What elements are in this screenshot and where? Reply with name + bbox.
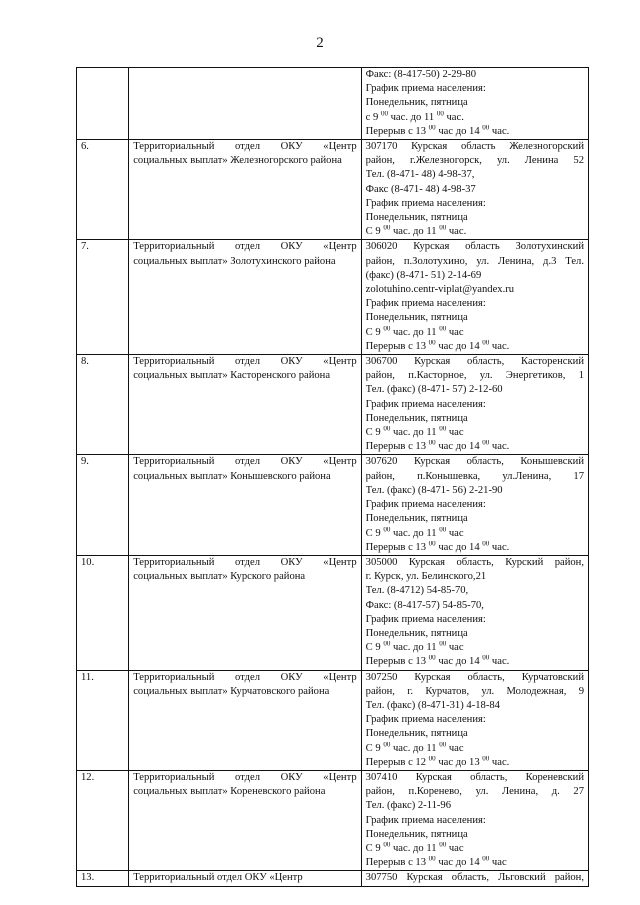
time-text: час. до 11 <box>390 427 440 439</box>
office-contacts <box>361 871 588 886</box>
contact-line: График приема населения: <box>365 814 486 826</box>
time-superscript: 00 <box>439 641 447 648</box>
time-text: час. <box>489 541 510 553</box>
time-text: час <box>446 742 464 754</box>
contact-line <box>366 125 584 139</box>
table-row <box>77 68 589 140</box>
contact-line: район, п.Коренево, ул. Ленина, д. 27 <box>365 786 584 798</box>
time-text: Перерыв с 13 <box>365 857 429 869</box>
row-number <box>77 68 129 140</box>
contact-line: Тел. (факс) (8-471-31) 4-18-84 <box>365 699 500 711</box>
office-name: Территориальный отдел ОКУ «Центр социальных выплат» Курского района <box>129 555 361 670</box>
time-text: час. до 11 <box>387 111 437 123</box>
time-text: Перерыв с 13 <box>365 541 429 553</box>
contact-line: 307620 Курская область, Конышевский <box>365 456 584 468</box>
time-text: час <box>446 527 464 539</box>
table-row <box>77 871 589 886</box>
time-superscript: 00 <box>439 841 447 849</box>
time-text: час до 14 <box>435 656 483 668</box>
time-text: Перерыв с 13 <box>365 656 429 668</box>
contact-line: График приема населения: <box>365 83 486 95</box>
time-superscript: 00 <box>482 540 490 548</box>
office-name: Территориальный отдел ОКУ «Центр социальных выплат» Железногорского района <box>129 140 361 240</box>
table-row <box>77 455 589 555</box>
office-contacts <box>361 68 588 140</box>
time-superscript: 00 <box>428 655 436 662</box>
time-superscript: 00 <box>482 856 490 863</box>
row-number: 10. <box>77 555 129 670</box>
contact-line: Тел. (8-4712) 54-85-70, <box>365 585 469 597</box>
time-superscript: 00 <box>383 741 391 749</box>
contact-line: Факс (8-471- 48) 4-98-37 <box>365 183 476 195</box>
row-number: 11. <box>77 670 129 770</box>
table-row <box>77 770 589 870</box>
time-text: час <box>446 642 464 654</box>
time-superscript: 00 <box>482 339 490 347</box>
time-superscript: 00 <box>439 741 447 749</box>
contact-line: район, п.Касторное, ул. Энергетиков, 1 <box>365 370 584 382</box>
time-superscript: 00 <box>383 841 391 849</box>
time-text: час. до 11 <box>390 642 440 654</box>
contact-line <box>366 326 584 340</box>
time-text: час <box>446 842 464 854</box>
time-superscript: 00 <box>482 440 490 447</box>
contact-line: График приема населения: <box>365 613 486 625</box>
row-number: 9. <box>77 455 129 555</box>
office-name: Территориальный отдел ОКУ «Центр <box>129 871 361 886</box>
office-contacts <box>361 670 588 770</box>
offices-table-body <box>77 68 589 887</box>
table-row <box>77 355 589 455</box>
contact-line <box>366 856 584 870</box>
time-text: Перерыв с 12 <box>365 756 429 768</box>
contact-line: Тел. (факс) (8-471- 56) 2-21-90 <box>365 484 503 496</box>
contact-line: Понедельник, пятница <box>365 513 468 525</box>
time-superscript: 00 <box>380 110 388 118</box>
time-text: час. <box>489 340 510 352</box>
contact-line <box>366 842 584 856</box>
time-text: Перерыв с 13 <box>365 441 429 453</box>
offices-table <box>76 67 589 887</box>
time-superscript: 00 <box>383 526 391 533</box>
time-text: час <box>446 326 464 338</box>
time-text: час. <box>489 656 510 668</box>
contact-line <box>366 756 584 770</box>
row-number: 13. <box>77 871 129 886</box>
contact-line <box>366 426 584 440</box>
time-text: С 9 <box>365 527 384 539</box>
office-contacts <box>361 455 588 555</box>
contact-line: 306700 Курская область, Касторенский <box>365 356 584 368</box>
time-text: час <box>489 857 507 869</box>
time-text: час. <box>489 125 510 137</box>
contact-line <box>366 742 584 756</box>
time-text: С 9 <box>365 326 384 338</box>
time-text: С 9 <box>365 427 384 439</box>
time-superscript: 00 <box>439 325 447 333</box>
time-superscript: 00 <box>383 325 391 333</box>
time-text: час до 14 <box>435 441 483 453</box>
office-contacts <box>361 355 588 455</box>
time-text: час. <box>489 756 510 768</box>
time-superscript: 00 <box>428 339 436 347</box>
time-text: час до 14 <box>435 125 483 137</box>
time-text: С 9 <box>365 742 384 754</box>
contact-line: Понедельник, пятница <box>365 828 468 840</box>
contact-line: (факс) (8-471- 51) 2-14-69 <box>365 269 482 281</box>
time-text: С 9 <box>365 226 384 238</box>
contact-line: 305000 Курская область, Курский район, <box>365 556 584 568</box>
time-superscript: 00 <box>482 755 490 763</box>
time-superscript: 00 <box>439 526 447 533</box>
time-text: час до 13 <box>435 756 483 768</box>
contact-line: 307250 Курская область, Курчатовский <box>365 671 584 683</box>
contact-line <box>366 111 584 125</box>
contact-line: График приема населения: <box>365 298 486 310</box>
time-superscript: 00 <box>439 426 447 433</box>
office-contacts <box>361 555 588 670</box>
time-text: С 9 <box>365 842 384 854</box>
time-text: час до 14 <box>435 857 483 869</box>
contact-line: Тел. (факс) 2-11-96 <box>365 800 452 812</box>
time-text: час. до 11 <box>390 742 440 754</box>
contact-line: График приема населения: <box>365 398 486 410</box>
time-text: час. <box>446 226 467 238</box>
time-text: час до 14 <box>435 541 483 553</box>
office-name: Территориальный отдел ОКУ «Центр социальных выплат» Конышевского района <box>129 455 361 555</box>
time-superscript: 00 <box>439 225 447 232</box>
row-number: 7. <box>77 240 129 355</box>
office-name: Территориальный отдел ОКУ «Центр социальных выплат» Касторенского района <box>129 355 361 455</box>
row-number: 12. <box>77 770 129 870</box>
table-row <box>77 240 589 355</box>
row-number: 6. <box>77 140 129 240</box>
time-text: час. <box>443 111 464 123</box>
office-contacts <box>361 140 588 240</box>
time-superscript: 00 <box>482 655 490 662</box>
time-superscript: 00 <box>482 124 490 132</box>
time-superscript: 00 <box>428 856 436 863</box>
contact-line <box>366 641 584 655</box>
contact-line: 307410 Курская область, Кореневский <box>365 771 584 783</box>
page-number: 2 <box>316 35 324 51</box>
contact-line: 306020 Курская область Золотухинский <box>365 241 584 253</box>
time-superscript: 00 <box>383 225 391 232</box>
time-text: с 9 <box>365 111 381 123</box>
office-name: Территориальный отдел ОКУ «Центр социальных выплат» Кореневского района <box>129 770 361 870</box>
contact-line: График приема населения: <box>365 714 486 726</box>
office-contacts <box>361 240 588 355</box>
table-row <box>77 140 589 240</box>
contact-line: г. Курск, ул. Белинского,21 <box>365 571 487 583</box>
time-text: час до 14 <box>435 340 483 352</box>
table-row <box>77 555 589 670</box>
office-name: Территориальный отдел ОКУ «Центр социальных выплат» Золотухинского района <box>129 240 361 355</box>
time-superscript: 00 <box>428 755 436 763</box>
contact-line: район, г.Железногорск, ул. Ленина 52 <box>365 155 584 167</box>
contact-line <box>366 440 584 454</box>
contact-line: Факс: (8-417-57) 54-85-70, <box>365 599 484 611</box>
contact-line: Понедельник, пятница <box>365 212 468 224</box>
table-row <box>77 670 589 770</box>
time-text: час <box>446 427 464 439</box>
contact-line <box>366 527 584 541</box>
contact-line: Понедельник, пятница <box>365 627 468 639</box>
contact-line: Понедельник, пятница <box>365 97 468 109</box>
time-superscript: 00 <box>428 540 436 548</box>
contact-line: Тел. (8-471- 48) 4-98-37, <box>365 169 475 181</box>
contact-line <box>366 340 584 354</box>
time-text: час. до 11 <box>390 527 440 539</box>
time-text: час. до 11 <box>390 226 440 238</box>
row-number: 8. <box>77 355 129 455</box>
time-text: час. до 11 <box>390 842 440 854</box>
time-superscript: 00 <box>428 440 436 447</box>
time-superscript: 00 <box>428 124 436 132</box>
contact-line <box>366 541 584 555</box>
contact-line: zolotuhino.centr-viplat@yandex.ru <box>365 284 515 296</box>
office-contacts <box>361 770 588 870</box>
contact-line <box>366 225 584 239</box>
time-text: Перерыв с 13 <box>365 125 429 137</box>
time-text: час. до 11 <box>390 326 440 338</box>
contact-line: Тел. (факс) (8-471- 57) 2-12-60 <box>365 384 503 396</box>
time-text: час. <box>489 441 510 453</box>
office-name <box>129 68 361 140</box>
contact-line: Факс: (8-417-50) 2-29-80 <box>365 69 476 80</box>
time-superscript: 00 <box>383 641 391 648</box>
contact-line: График приема населения: <box>365 197 486 209</box>
contact-line: График приема населения: <box>365 499 486 511</box>
office-name: Территориальный отдел ОКУ «Центр социальных выплат» Курчатовского района <box>129 670 361 770</box>
contact-line: 307750 Курская область, Льговский район, <box>365 872 584 884</box>
time-superscript: 00 <box>436 110 444 118</box>
contact-line: Понедельник, пятница <box>365 728 468 740</box>
contact-line: район, п.Конышевка, ул.Ленина, 17 <box>365 470 584 482</box>
time-superscript: 00 <box>383 426 391 433</box>
contact-line: район, г. Курчатов, ул. Молодежная, 9 <box>365 685 584 697</box>
contact-line: Понедельник, пятница <box>365 412 468 424</box>
time-text: С 9 <box>365 642 384 654</box>
time-text: Перерыв с 13 <box>365 340 429 352</box>
contact-line <box>366 655 584 669</box>
contact-line: Понедельник, пятница <box>365 312 468 324</box>
contact-line: 307170 Курская область Железногорский <box>365 141 584 153</box>
contact-line: район, п.Золотухино, ул. Ленина, д.3 Тел. <box>365 255 584 267</box>
